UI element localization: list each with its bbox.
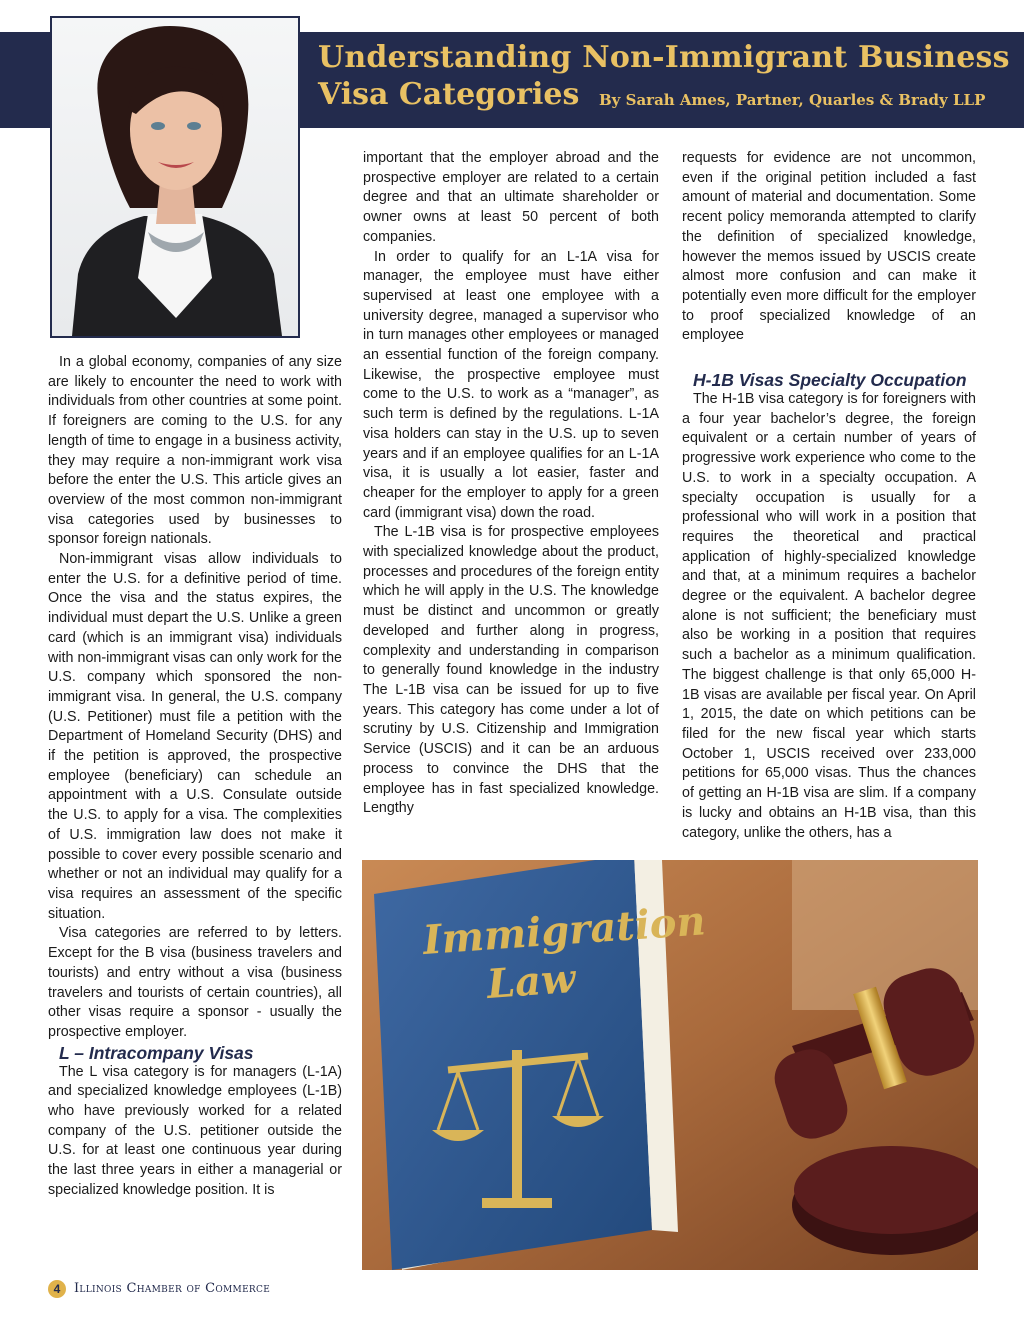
- paragraph: In a global economy, companies of any size are likely to encounter the need to work with individuals from other countries at some point. If foreigners are coming to the U.S. for any length of time to engage in a business activity, they may require a non-immigrant work visa before the enter the U.S. This article gives an overview of the most common non-immigrant visa categories used by businesses to sponsor foreign nationals.: [48, 354, 342, 548]
- author-photo: [50, 16, 300, 338]
- article-column-1: [48, 353, 342, 1201]
- article-title-line1: Understanding Non-Immigrant Business: [318, 40, 1010, 75]
- author-byline: By Sarah Ames, Partner, Quarles & Brady LLP: [599, 91, 986, 109]
- article-column-2: [363, 149, 659, 819]
- paragraph: Non-immigrant visas allow individuals to enter the U.S. for a definitive period of time. Once the visa and the status expires, the individual must depart the U.S. Unlike a green card (which is an immigrant visa) individuals with non-immigrant visas can only work for the U.S. company which sponsored the non-immigrant visa. In general, the U.S. company (U.S. Petitioner) must file a petition with the Department of Homeland Security (DHS) and if the petition is approved, the prospective employee (beneficiary) can schedule an appointment with a U.S. Consulate outside the U.S. to apply for a visa. The complexities of U.S. immigration law does not make it possible to cover every possible scenario and whether or not an individual may qualify for a visa requires an assessment of the specific situation.: [48, 551, 342, 922]
- author-portrait-icon: [52, 18, 298, 336]
- paragraph: The H-1B visa category is for foreigners with a four year bachelor’s degree, the foreign equivalent or a certain number of years of progressive work experience who come to the U.S. to work in a specialty occupation. A specialty occupation is usually for a professional who will work in a position that requires the theoretical and practical application of highly-specialized knowledge and that, at a minimum requires a bachelor degree or the equivalent. A bachelor degree alone is not sufficient; the beneficiary must also be working in a position that requires such a bachelor as a minimum qualification. The biggest challenge is that only 65,000 H-1B visas are available per fiscal year. On April 1, 2015, the date on which petitions can be filed for the new fiscal year which starts October 1, USCIS received over 233,000 petitions for 65,000 visas. Thus the chances of getting an H-1B visa are slim. If a company is lucky and obtains an H-1B visa, than this category, unlike the others, has a: [682, 391, 976, 841]
- paragraph: important that the employer abroad and the prospective employer are related to a certain degree and that an ultimate shareholder or owner owns at least 50 percent of both companies.: [363, 150, 659, 245]
- paragraph: In order to qualify for an L-1A visa for manager, the employee must have either supervised at least one employee with a university degree, managed a supervisor who in turn manages other employees or managed an essential function of the foreign company. Likewise, the prospective employee must come to the U.S. to work as a “manager”, as such term is defined by the regulations. L-1A visa holders can stay in the U.S. up to seven years and if an employee qualifies for an L-1A visa, it is usually a lot easier, faster and cheaper for the employer to apply for a green card (immigrant visa) down the road.: [363, 248, 659, 521]
- publication-name: Illinois Chamber of Commerce: [74, 1281, 271, 1296]
- article-title-line2: Visa Categories: [318, 77, 580, 112]
- paragraph: requests for evidence are not uncommon, even if the original petition included a fast amount of material and documentation. Some recent policy memoranda attempted to clarify the definition of specialized knowledge, however the memos issued by USCIS create almost more confusion and can make it potentially even more difficult for the employer to proof specialized knowledge of an employee: [682, 150, 976, 344]
- book-title-line2: Law: [485, 954, 577, 1008]
- paragraph: The L-1B visa is for prospective employees with specialized knowledge about the product, processes and procedures of the foreign entity which he will apply in the U.S. The knowledge must be distinct and uncommon or greatly developed and further along in progress, complexity and understanding in comparison to generally found knowledge in the industry The L-1B visa can be issued for up to five years. This category has come under a lot of scrutiny by U.S. Citizenship and Immigration Service (USCIS) and it can be an arduous process to convince the DHS that the employee has in fast specialized knowledge. Lengthy: [363, 524, 659, 817]
- section-heading-h1b-visas: H-1B Visas Specialty Occupation: [693, 370, 967, 391]
- page-number: 4: [48, 1280, 66, 1298]
- section-heading-l-visas: L – Intracompany Visas: [59, 1042, 254, 1063]
- article-column-3: [682, 149, 976, 843]
- paragraph: The L visa category is for managers (L-1A) and specialized knowledge employees (L-1B) who have previously worked for a related company of the U.S. petitioner outside the U.S. for at least one continuous year during the last three years in either a managerial or specialized knowledge position. It is: [48, 1063, 342, 1198]
- immigration-law-photo: [362, 860, 978, 1270]
- book-title-line1: Immigration: [421, 897, 707, 964]
- paragraph: Visa categories are referred to by letters. Except for the B visa (business travelers and tourists) and entry without a visa (business travelers and tourists of certain countries), all other visas require a sponsor - usually the prospective employer.: [48, 925, 342, 1040]
